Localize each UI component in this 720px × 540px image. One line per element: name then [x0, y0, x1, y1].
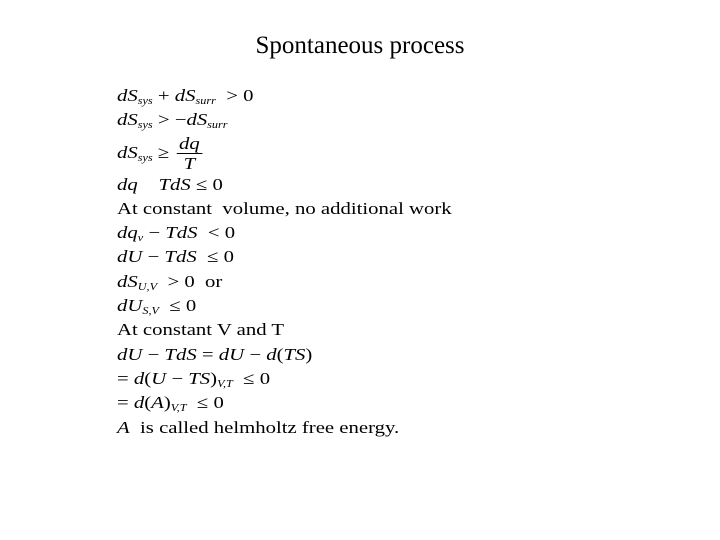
- slide-title: Spontaneous process: [255, 32, 465, 59]
- equation-line-7: dU − TdS ≤ 0: [117, 247, 235, 267]
- equation-line-2: $dS_{sys} > -dS_{surr}$: [117, 110, 228, 132]
- equation-line-8: $dS_{U,V} > 0$ or: [117, 271, 223, 293]
- equation-line-14: A is called helmholtz free energy.: [117, 417, 400, 437]
- equation-line-9: $dU_{S,V} \le 0$: [117, 296, 197, 318]
- equation-line-10: At constant V and T: [117, 320, 285, 340]
- fraction-dq-over-t: $\frac{dq}{T}$: [177, 135, 203, 172]
- equation-line-11: dU − TdS = dU − d(TS): [117, 344, 313, 364]
- equation-line-6: $dq_v$ − TdS < 0: [117, 223, 236, 245]
- equation-line-4: dq TdS ≤ 0: [117, 174, 223, 194]
- equation-line-5: At constant volume, no additional work: [117, 198, 452, 218]
- equation-line-1: $dS_{sys} + dS_{surr} > 0$: [117, 86, 254, 107]
- equation-line-12: = $d(U - TS)_{V,T} \le 0$: [117, 368, 271, 390]
- equation-line-13: = $d(A)_{V,T} \le 0$: [117, 393, 224, 415]
- equation-line-3: $dS_{sys}$ ≥ $\frac{dq}{T}$: [117, 133, 720, 173]
- equation-block: [117, 84, 720, 440]
